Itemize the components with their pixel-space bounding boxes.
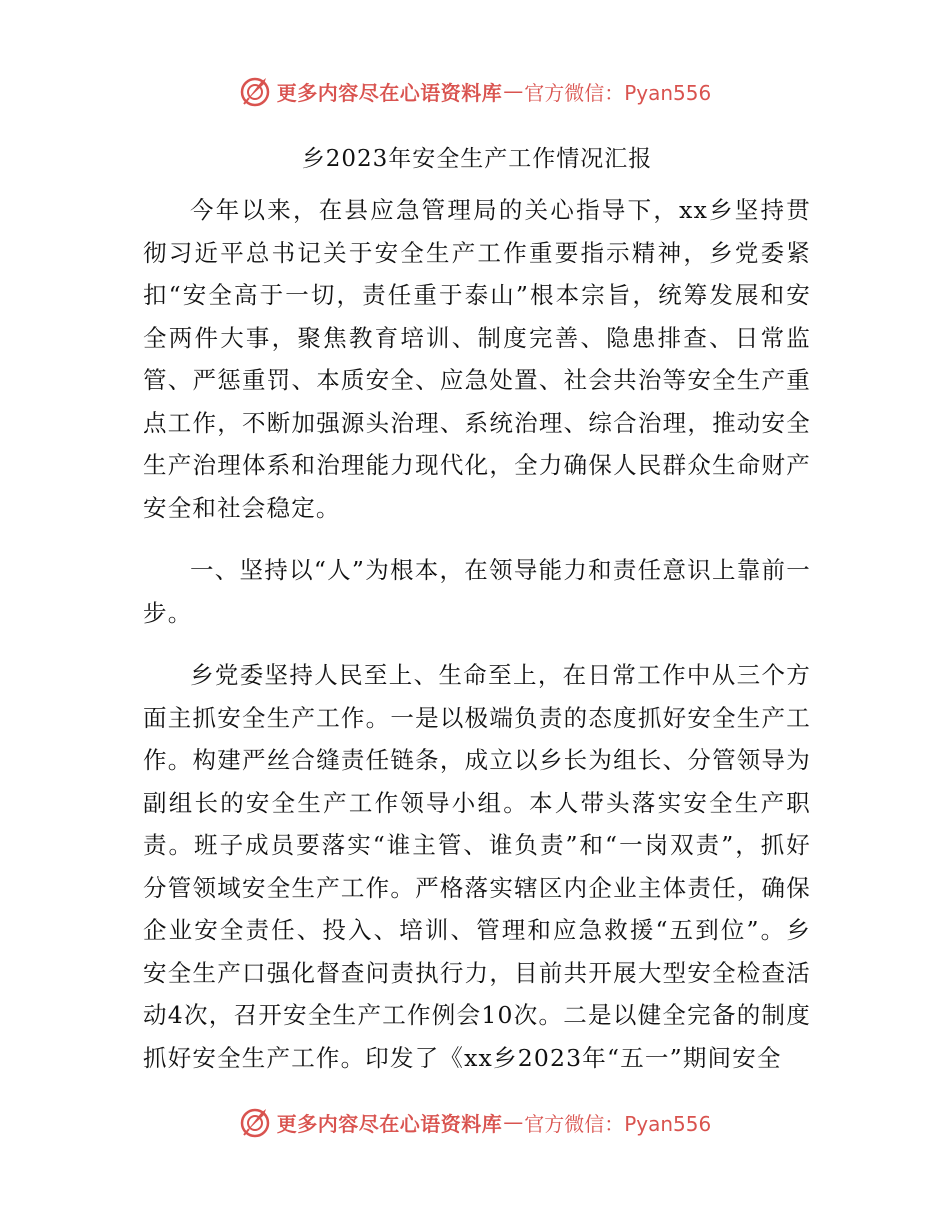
pen-logo-icon <box>239 74 273 108</box>
watermark-separator: — <box>503 1110 524 1134</box>
pen-logo-icon <box>239 1105 273 1139</box>
header-watermark <box>0 71 950 111</box>
paragraph-section-heading: 一、坚持以“人”为根本，在领导能力和责任意识上靠前一步。 <box>143 556 811 627</box>
watermark-text: 更多内容尽在心语资料库 <box>276 80 503 105</box>
footer-watermark <box>0 1102 950 1142</box>
paragraph-intro: 今年以来，在县应急管理局的关心指导下，xx乡坚持贯彻习近平总书记关于安全生产工作重要指示精神，乡党委紧扣“安全高于一切，责任重于泰山”根本宗旨，统筹发展和安全两件大事，聚焦教育培训、制度完善、隐患排查、日常监管、严惩重罚、本质安全、应急处置、社会共治等安全生产重点工作，不断加强源头治理、系统治理、综合治理，推动安全生产治理体系和治理能力现代化，全力确保人民群众生命财产安全和社会稳定。 <box>143 196 811 522</box>
watermark-separator: — <box>503 79 524 103</box>
watermark-text: 更多内容尽在心语资料库 <box>276 1111 503 1136</box>
paragraph-section-body: 乡党委坚持人民至上、生命至上，在日常工作中从三个方面主抓安全生产工作。一是以极端负责的态度抓好安全生产工作。构建严丝合缝责任链条，成立以乡长为组长、分管领导为副组长的安全生产工作领导小组。本人带头落实安全生产职责。班子成员要落实“谁主管、谁负责”和“一岗双责”，抓好分管领域安全生产工作。严格落实辖区内企业主体责任，确保企业安全责任、投入、培训、管理和应急救援“五到位”。乡安全生产口强化督查问责执行力，目前共开展大型安全检查活动4次，召开安全生产工作例会10次。二是以健全完备的制度抓好安全生产工作。印发了《xx乡2023年“五一”期间安全 <box>143 661 811 1072</box>
document-body <box>143 137 811 1079</box>
watermark-wechat: 官方微信：Pyan556 <box>524 80 712 105</box>
document-title: 乡2023年安全生产工作情况汇报 <box>301 146 653 172</box>
watermark-wechat: 官方微信：Pyan556 <box>524 1111 712 1136</box>
